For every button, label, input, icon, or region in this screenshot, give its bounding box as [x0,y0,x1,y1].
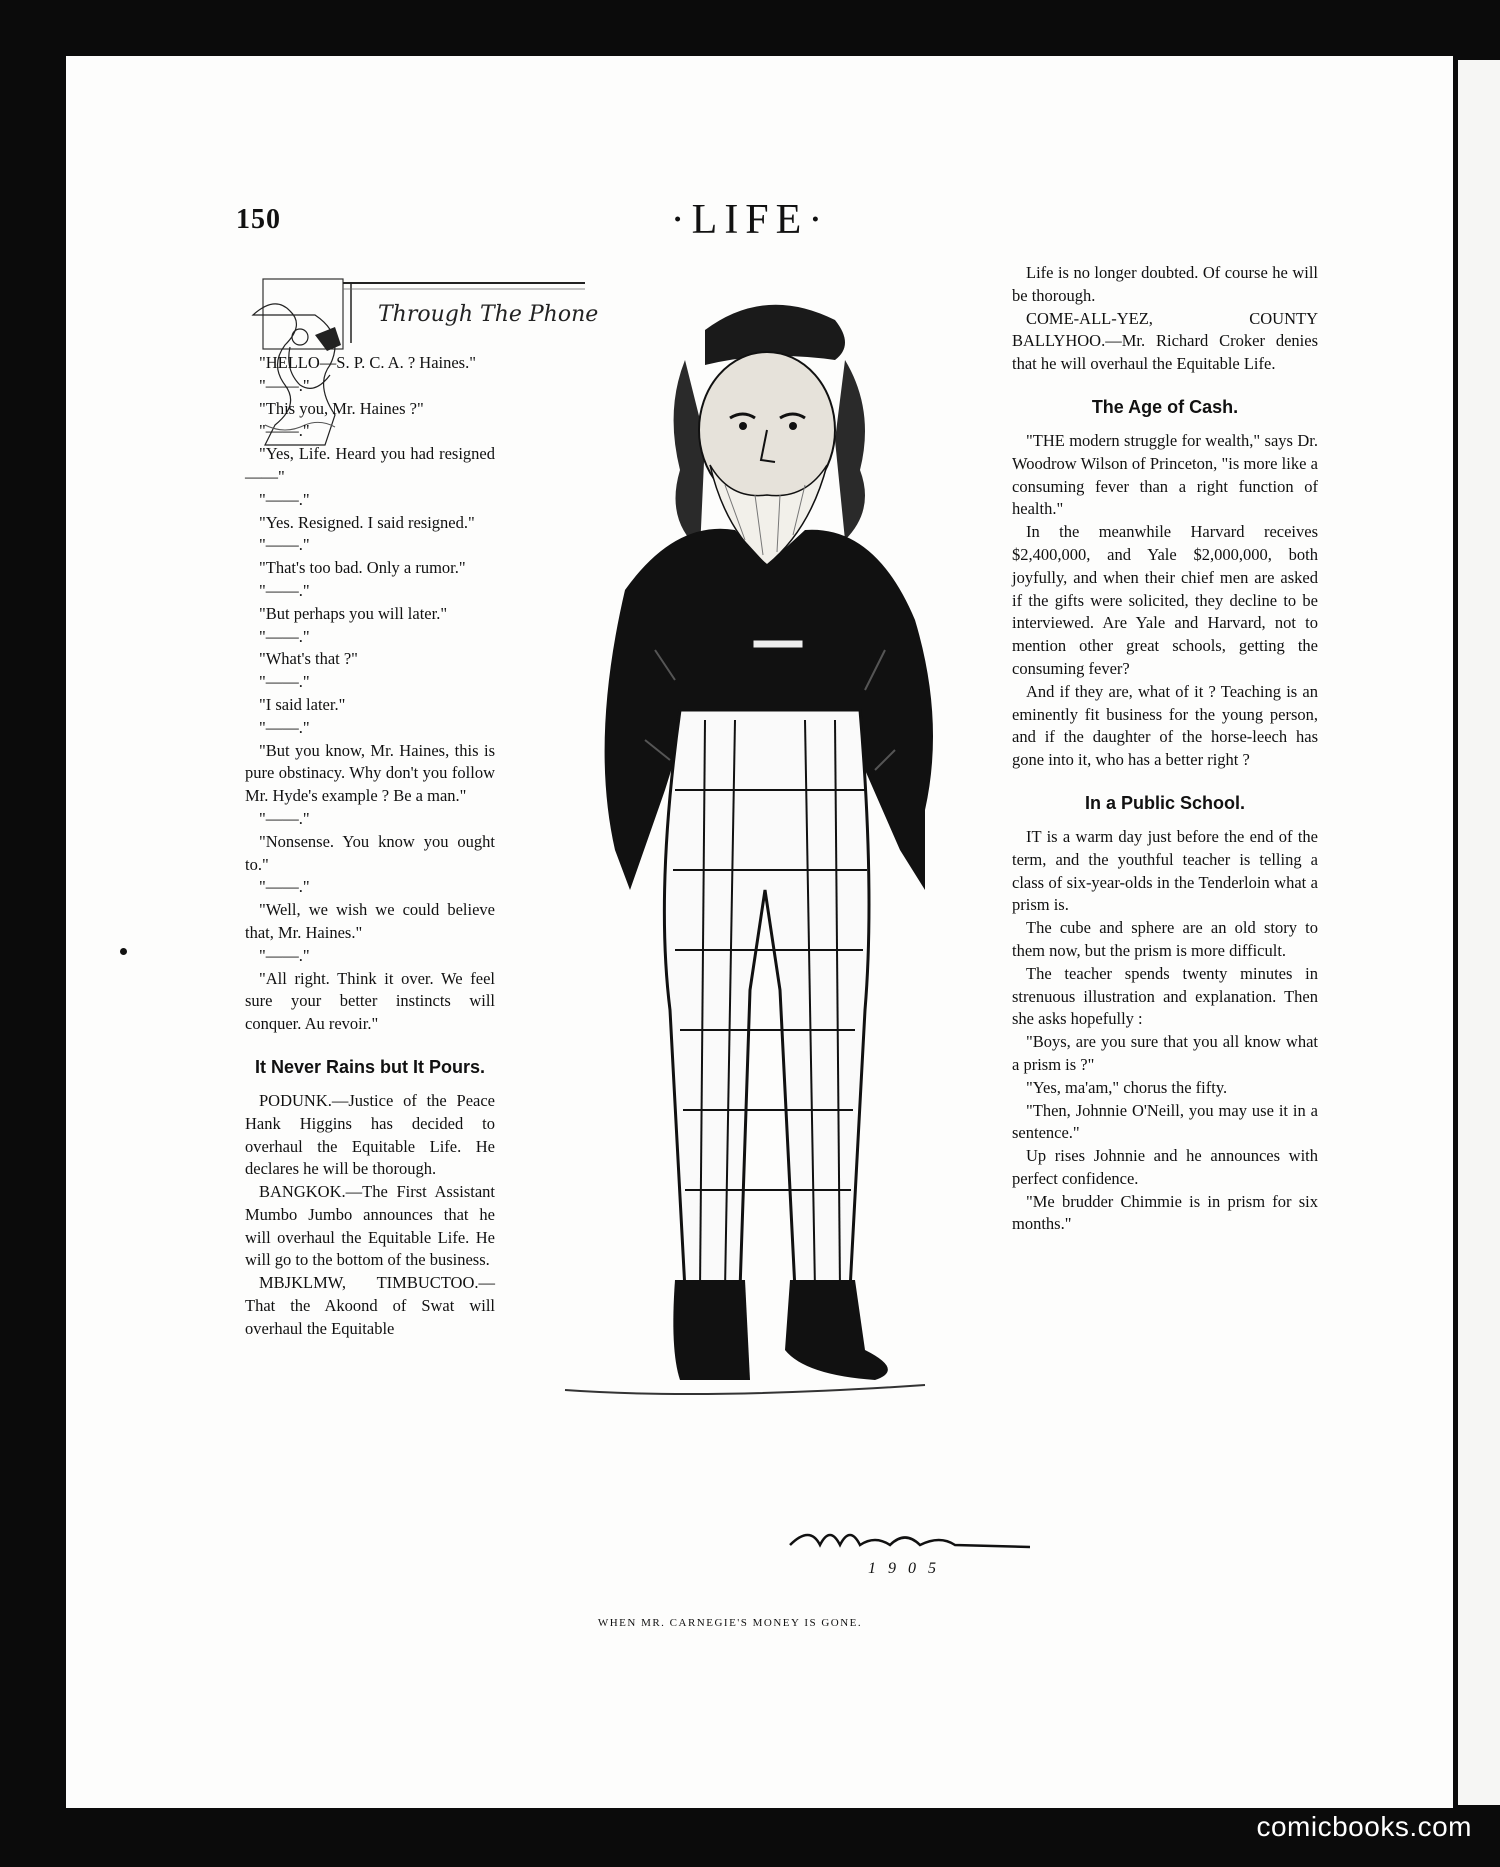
paragraph: COME-ALL-YEZ, COUNTY BALLYHOO.—Mr. Richard Croker denies that he will overhaul the Equitable Life. [1012,308,1318,374]
paragraph: The cube and sphere are an old story to them now, but the prism is more difficult. [1012,918,1318,960]
article-body-school [1012,826,1318,1236]
paragraph: "Yes, ma'am," chorus the fifty. [1026,1077,1228,1097]
dialogue-line: "——." [259,717,310,737]
paragraph: BANGKOK.—The First Assistant Mumbo Jumbo announces that he will overhaul the Equitable Life. He will go to the bottom of the business. [245,1182,495,1270]
facing-page-edge [1458,60,1500,1805]
dialogue-line: "——." [259,535,310,555]
dialogue-line: "——." [259,808,310,828]
continued-text [1012,262,1318,376]
dialogue-line: "Yes, Life. Heard you had resigned ——" [245,444,495,486]
artist-signature [780,1515,1040,1595]
dialogue-line: "Well, we wish we could believe that, Mr. Haines." [245,900,495,942]
dialogue-line: "But you know, Mr. Haines, this is pure obstinacy. Why don't you follow Mr. Hyde's example ? Be a man." [245,740,495,806]
watermark-site: comicbooks.com [1256,1811,1472,1842]
dialogue-line: "But perhaps you will later." [259,603,448,623]
article-title-cash: The Age of Cash. [1091,396,1239,417]
dialogue-line: "HELLO—S. P. C. A. ? Haines." [259,353,476,372]
article-body-rains [245,1090,495,1341]
dialogue-line: "——." [259,489,310,509]
signature-date: 1905 [868,1560,948,1577]
page-header [0,196,1500,246]
article-title-rains: It Never Rains but It Pours. [254,1056,486,1077]
phone-vignette-title: Through The Phone [378,302,599,327]
paragraph: "Then, Johnnie O'Neill, you may use it in a sentence." [1012,1100,1318,1143]
paragraph: In the meanwhile Harvard receives $2,400,000, and Yale $2,000,000, both joyfully, and when their chief men are asked if the gifts were solicited, they decline to be interviewed. Are Yale and Harvard, not to mention other great schools, getting the consuming fever? [1012,522,1318,678]
page-number: 150 [236,204,281,235]
dialogue-line: "——." [259,626,310,646]
masthead-title: ·LIFE· [670,197,830,243]
illustration-caption: WHEN MR. CARNEGIE'S MONEY IS GONE. [597,1617,863,1629]
carnegie-cartoon-illustration [505,290,1015,1610]
dialogue-line: "——." [259,877,310,897]
paragraph: MBJKLMW, TIMBUCTOO.—That the Akoond of Swat will overhaul the Equitable [245,1273,495,1338]
dialogue-line: "——." [259,672,310,692]
paragraph: PODUNK.—Justice of the Peace Hank Higgins has decided to overhaul the Equitable Life. He declares he will be thorough. [245,1090,495,1179]
dialogue-line: "All right. Think it over. We feel sure your better instincts will conquer. Au revoir." [245,968,495,1034]
paragraph: Life is no longer doubted. Of course he will be thorough. [1012,263,1318,305]
dialogue-line: "——." [259,421,310,441]
dialogue-line: "That's too bad. Only a rumor." [259,558,466,578]
dialogue-line: "——." [259,375,310,395]
dialogue-line: "——." [259,945,310,965]
paragraph: "Boys, are you sure that you all know what a prism is ?" [1012,1032,1318,1074]
dialogue-line: "Yes. Resigned. I said resigned." [259,512,475,532]
paragraph: And if they are, what of it ? Teaching is an eminently fit business for the young person, and if the daughter of the horse-leech has gone into it, who has a better right ? [1012,681,1318,770]
paragraph: Up rises Johnnie and he announces with perfect confidence. [1012,1146,1318,1188]
phone-dialogue [245,352,495,1036]
dialogue-line: "What's that ?" [259,649,358,669]
paragraph: "THE modern struggle for wealth," says Dr. Woodrow Wilson of Princeton, "is more like a consuming fever than a right function of health." [1012,430,1318,519]
dialogue-line: "Nonsense. You know you ought to." [245,831,495,874]
ink-speck [120,948,127,955]
paragraph: "Me brudder Chimmie is in prism for six months." [1012,1191,1318,1234]
paragraph: IT is a warm day just before the end of the term, and the youthful teacher is telling a class of six-year-olds in the Tenderloin what a prism is. [1012,826,1318,915]
dialogue-line: "This you, Mr. Haines ?" [259,398,424,418]
left-column [245,270,495,1341]
article-title-school: In a Public School. [1084,792,1246,813]
dialogue-line: "——." [259,580,310,600]
vignette-spacer [245,270,495,352]
right-column [1012,262,1318,1236]
article-body-cash [1012,430,1318,772]
dialogue-line: "I said later." [259,694,346,714]
paragraph: The teacher spends twenty minutes in strenuous illustration and explanation. Then she asks hopefully : [1012,963,1318,1029]
